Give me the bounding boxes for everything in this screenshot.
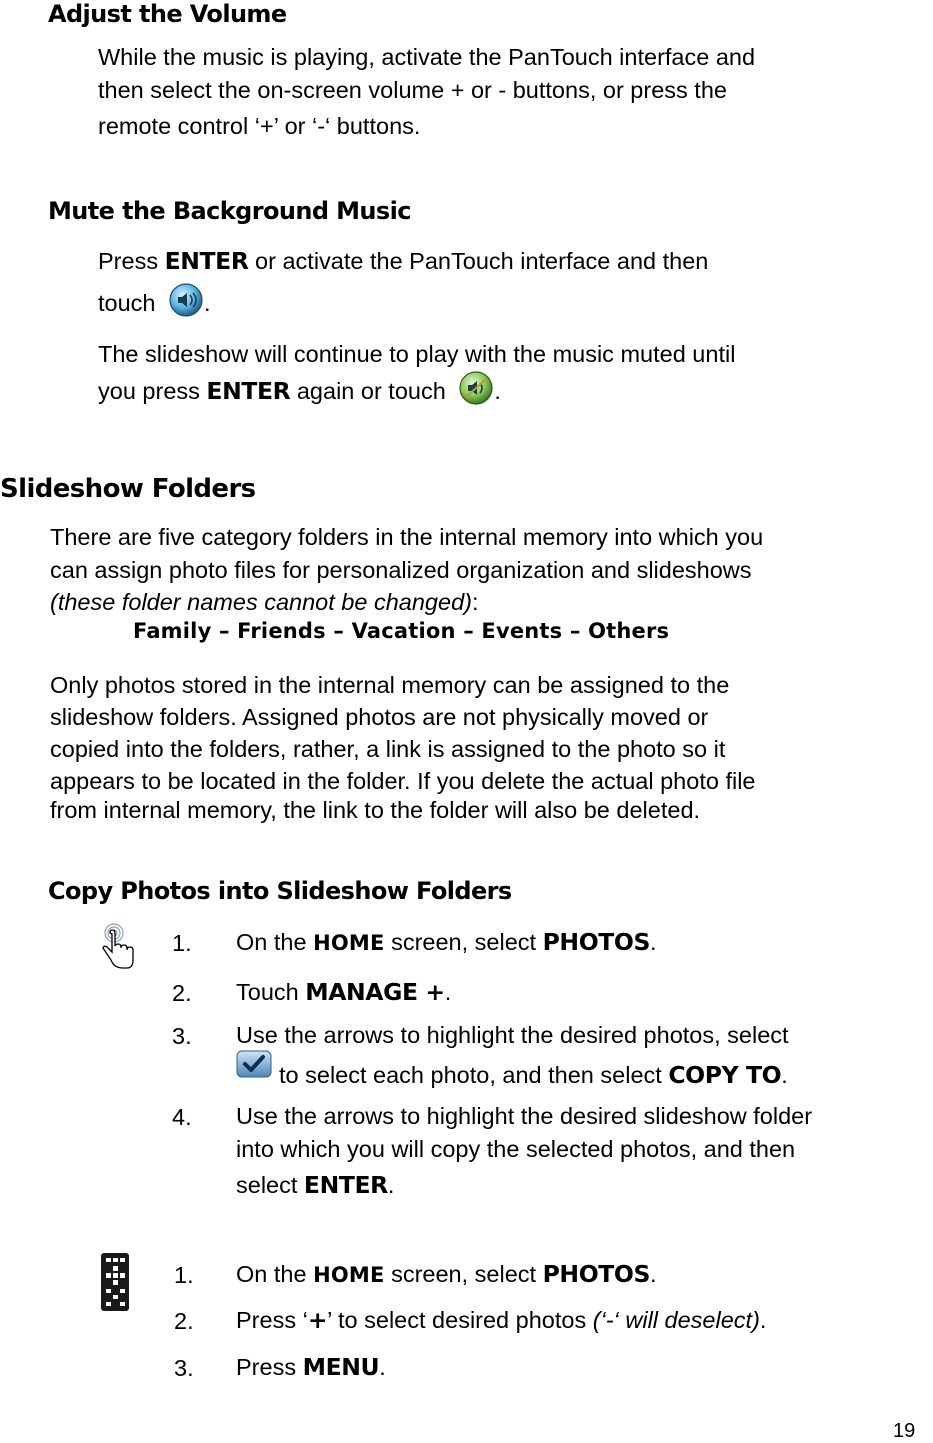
speaker-muted-icon [458,370,494,406]
photos-keyword: PHOTOS [542,1260,651,1288]
folders-intro-span: : [471,589,479,615]
remote-step-1 [236,1257,657,1292]
remote-step-number: 1. [174,1262,194,1288]
folders-intro-line1: There are five category folders in the internal memory into which you [50,524,764,550]
home-keyword: HOME [313,1263,385,1287]
folders-body-line3: copied into the folders, rather, a link is assigned to the photo so it [50,736,726,762]
remote-step-number: 2. [174,1308,194,1334]
touch-step-3-line2 [279,1058,788,1092]
touch-step-number: 1. [172,930,192,956]
plus-symbol: + [307,1306,328,1334]
volume-text-span: ’ or ‘ [273,113,318,139]
heading-slideshow-folders: Slideshow Folders [0,474,256,504]
volume-text-line3 [98,109,420,143]
deselect-note: (‘-‘ will deselect) [592,1307,760,1333]
step-text: . [759,1307,767,1333]
heading-mute-music: Mute the Background Music [48,197,411,225]
volume-text-line1: While the music is playing, activate the PanTouch interface and [98,44,756,70]
step-text: Press ‘ [236,1307,308,1333]
heading-copy-photos: Copy Photos into Slideshow Folders [48,877,512,905]
copy-to-keyword: COPY TO [668,1061,782,1089]
mute-text-line1 [98,244,708,278]
touch-step-4-line3 [236,1168,394,1202]
step-text: ’ to select desired photos [327,1307,593,1333]
step-text: . [650,1261,657,1287]
step-text: On the [236,929,314,955]
touch-step-1 [236,925,657,960]
touch-step-number: 2. [172,980,192,1006]
mute-text-span: Press [98,248,165,274]
page-number: 19 [893,1420,916,1442]
step-text: screen, select [384,1261,543,1287]
folders-intro-line3 [50,585,479,619]
touch-step-3-line1: Use the arrows to highlight the desired photos, select [236,1022,789,1048]
plus-symbol: + [259,113,274,139]
mute-text-span: . [494,378,501,404]
step-text: . [444,979,452,1005]
touch-step-4-line1: Use the arrows to highlight the desired slideshow folder [236,1103,813,1129]
mute-text-line2 [98,286,211,320]
folders-note-italic: (these folder names cannot be changed) [50,589,472,615]
folders-body-line4: appears to be located in the folder. If you delete the actual photo file [50,768,756,794]
menu-keyword: MENU [302,1353,380,1381]
mute-text-span: . [204,290,211,316]
touch-step-2 [236,975,451,1009]
speaker-on-icon [168,282,204,318]
folder-names-list: Family – Friends – Vacation – Events – Others [133,619,670,643]
step-text: screen, select [384,929,543,955]
step-text: Press [236,1354,303,1380]
folders-intro-line2: can assign photo files for personalized organization and slideshows [50,557,752,583]
minus-symbol: - [317,113,326,139]
heading-adjust-volume: Adjust the Volume [48,0,287,28]
touch-step-4-line2: into which you will copy the selected photos, and then [236,1136,796,1162]
enter-keyword: ENTER [164,247,249,275]
touch-step-number: 4. [172,1104,192,1130]
mute-text-span: you press [98,378,207,404]
mute-text-line3: The slideshow will continue to play with the music muted until [98,341,736,367]
step-text: . [650,929,657,955]
photos-keyword: PHOTOS [542,928,651,956]
enter-keyword: ENTER [303,1171,388,1199]
touch-step-number: 3. [172,1023,192,1049]
mute-text-line4 [98,374,501,408]
home-keyword: HOME [313,931,385,955]
remote-step-2 [236,1303,766,1337]
step-text: . [387,1172,395,1198]
touch-hand-icon [100,922,136,972]
step-text: to select each photo, and then select [279,1062,669,1088]
folders-body-line2: slideshow folders. Assigned photos are not physically moved or [50,704,709,730]
step-text: . [379,1354,386,1380]
step-text: select [236,1172,304,1198]
step-text: . [781,1062,788,1088]
step-text: Touch [236,979,306,1005]
enter-keyword: ENTER [206,377,291,405]
volume-text-span: ‘ buttons. [325,113,421,139]
volume-text-span: remote control ‘ [98,113,260,139]
mute-text-span: touch [98,290,163,316]
volume-text-line2: then select the on-screen volume + or - buttons, or press the [98,77,727,103]
manage-keyword: MANAGE + [305,978,445,1006]
remote-step-3 [236,1350,386,1384]
mute-text-span: or activate the PanTouch interface and then [248,248,709,274]
folders-body-line5: from internal memory, the link to the folder will also be deleted. [50,797,701,823]
folders-body-line1: Only photos stored in the internal memory can be assigned to the [50,672,730,698]
step-text: On the [236,1261,314,1287]
remote-control-icon [100,1252,130,1312]
mute-text-span: again or touch [290,378,453,404]
remote-step-number: 3. [174,1355,194,1381]
checkmark-select-icon [236,1050,272,1078]
